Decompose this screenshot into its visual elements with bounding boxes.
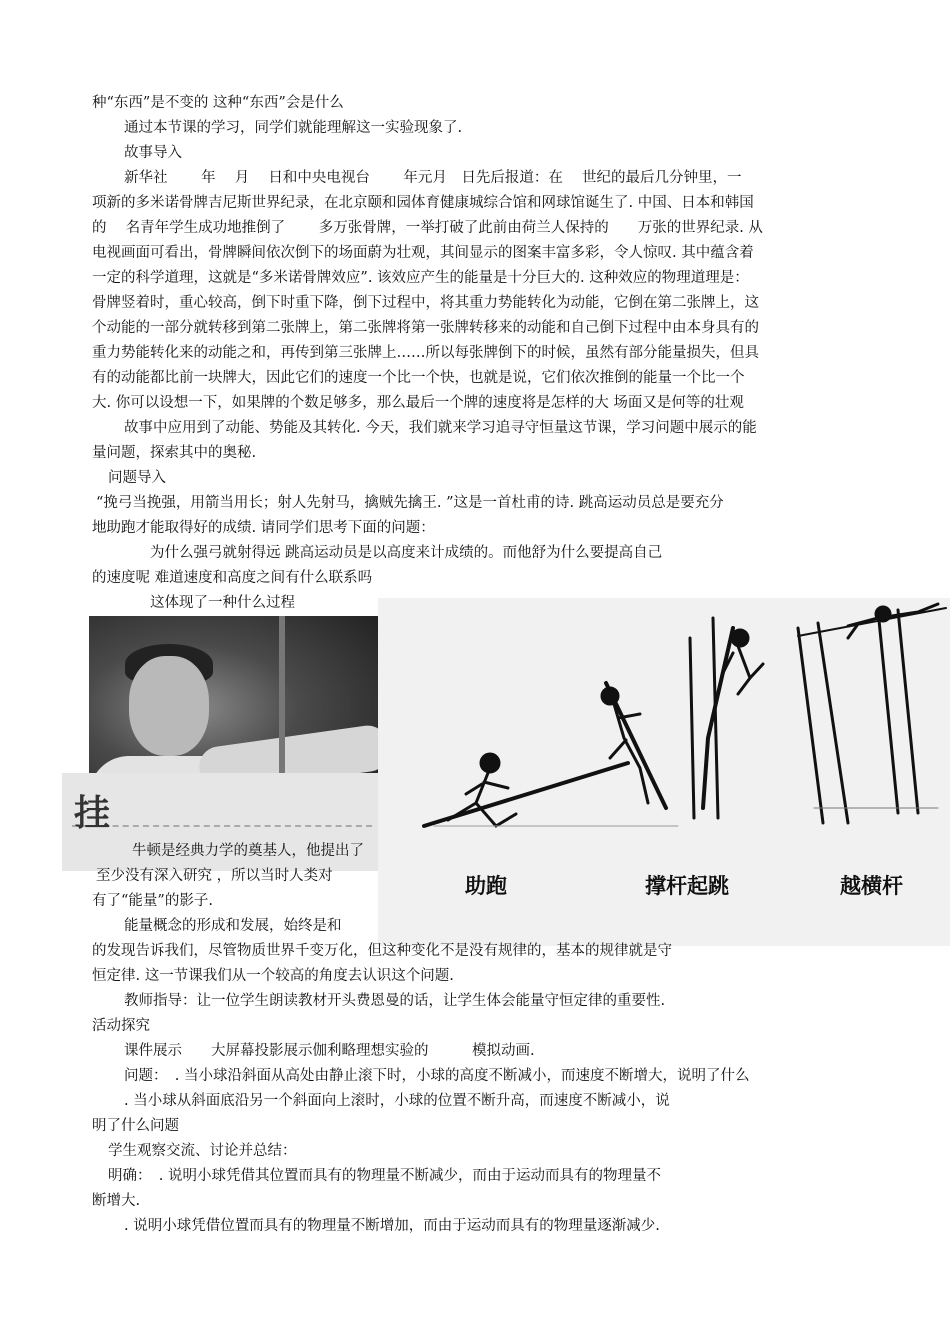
text-line: 断增大.	[92, 1193, 141, 1209]
text-line: 地助跑才能取得好的成绩. 请同学们思考下面的问题：	[92, 520, 435, 536]
text-line: 有的动能都比前一块牌大，因此它们的速度一个比一个快，也就是说，它们依次推倒的能量一个比一个	[92, 370, 745, 386]
section-heading: 活动探究	[92, 1018, 150, 1034]
text-line: . 说明小球凭借位置而具有的物理量不断增加，而由于运动而具有的物理量逐渐减少.	[124, 1218, 660, 1234]
text-line: 明了什么问题	[92, 1118, 179, 1134]
text-line: 明确： . 说明小球凭借其位置而具有的物理量不断减少，而由于运动而具有的物理量不	[108, 1168, 661, 1184]
text-line: 的速度呢 难道速度和高度之间有什么联系吗	[92, 570, 373, 586]
text-line: 牛顿是经典力学的奠基人，他提出了	[132, 843, 364, 859]
text-line: 大. 你可以设想一下，如果牌的个数足够多，那么最后一个牌的速度将是怎样的大 场面又是何等的壮观	[92, 395, 744, 411]
text-line: 能量概念的形成和发展，始终是和	[124, 918, 342, 934]
text-line: 教师指导：让一位学生朗读教材开头费恩曼的话，让学生体会能量守恒定律的重要性.	[124, 993, 666, 1009]
text-line: 新华社 年 月 日和中央电视台 年元月 日先后报道：在 世纪的最后几分钟里，一	[124, 170, 742, 186]
text-line: 一定的科学道理，这就是“多米诺骨牌效应”. 该效应产生的能量是十分巨大的. 这种效应的物理道理是：	[92, 270, 749, 286]
strip-char: 挂	[74, 792, 111, 834]
text-line: 故事中应用到了动能、势能及其转化. 今天，我们就来学习追寻守恒量这节课，学习问题中展示的能	[124, 420, 757, 436]
text-line: 个动能的一部分就转移到第二张牌上，第二张牌将第一张牌转移来的动能和自己倒下过程中由本身具有的	[92, 320, 759, 336]
text-line: 的发现告诉我们，尽管物质世界千变万化，但这种变化不是没有规律的，基本的规律就是守	[92, 943, 672, 959]
text-line: 骨牌竖着时，重心较高，倒下时重下降，倒下过程中，将其重力势能转化为动能，它倒在第二张牌上，这	[92, 295, 759, 311]
text-line: 重力势能转化来的动能之和，再传到第三张牌上……所以每张牌倒下的时候，虽然有部分能量损失，但具	[92, 345, 759, 361]
text-line: 问题： . 当小球沿斜面从高处由静止滚下时，小球的高度不断减小，而速度不断增大，说明了什么	[124, 1068, 750, 1084]
text-line: 项新的多米诺骨牌吉尼斯世界纪录，在北京颐和园体育健康城综合馆和网球馆诞生了. 中国、日本和韩国	[92, 195, 754, 211]
text-line: 这体现了一种什么过程	[150, 595, 295, 611]
text-line: 的 名青年学生成功地推倒了 多万张骨牌，一举打破了此前由荷兰人保持的 万张的世界纪录. 从	[92, 220, 763, 236]
text-line: 恒定律. 这一节课我们从一个较高的角度去认识这个问题.	[92, 968, 454, 984]
text-line: 课件展示 大屏幕投影展示伽利略理想实验的 模拟动画.	[124, 1043, 535, 1059]
figure-label-takeoff: 撑杆起跳	[645, 874, 729, 898]
figure-label-run: 助跑	[465, 874, 507, 898]
text-line: . 当小球从斜面底沿另一个斜面向上滚时，小球的位置不断升高，而速度不断减小，说	[124, 1093, 670, 1109]
section-heading: 故事导入	[124, 145, 182, 161]
text-line: 学生观察交流、讨论并总结：	[108, 1143, 297, 1159]
figure-label-clear: 越横杆	[840, 874, 903, 898]
text-line: 种“东西”是不变的 这种“东西”会是什么	[92, 95, 344, 111]
text-line: “挽弓当挽强，用箭当用长；射人先射马，擒贼先擒王. ”这是一首杜甫的诗. 跳高运动员总是要充分	[96, 495, 724, 511]
text-line: 有了“能量”的影子.	[92, 893, 213, 909]
text-line: 为什么强弓就射得远 跳高运动员是以高度来计成绩的。而他舒为什么要提高自己	[150, 545, 663, 561]
text-line: 量问题，探索其中的奥秘.	[92, 445, 257, 461]
text-line: 电视画面可看出，骨牌瞬间依次倒下的场面蔚为壮观，其间显示的图案丰富多彩，令人惊叹. 其中蕴含着	[92, 245, 754, 261]
section-heading: 问题导入	[108, 470, 166, 486]
text-line: 至少没有深入研究 ，所以当时人类对	[96, 868, 333, 884]
text-line: 通过本节课的学习，同学们就能理解这一实验现象了.	[124, 120, 463, 136]
